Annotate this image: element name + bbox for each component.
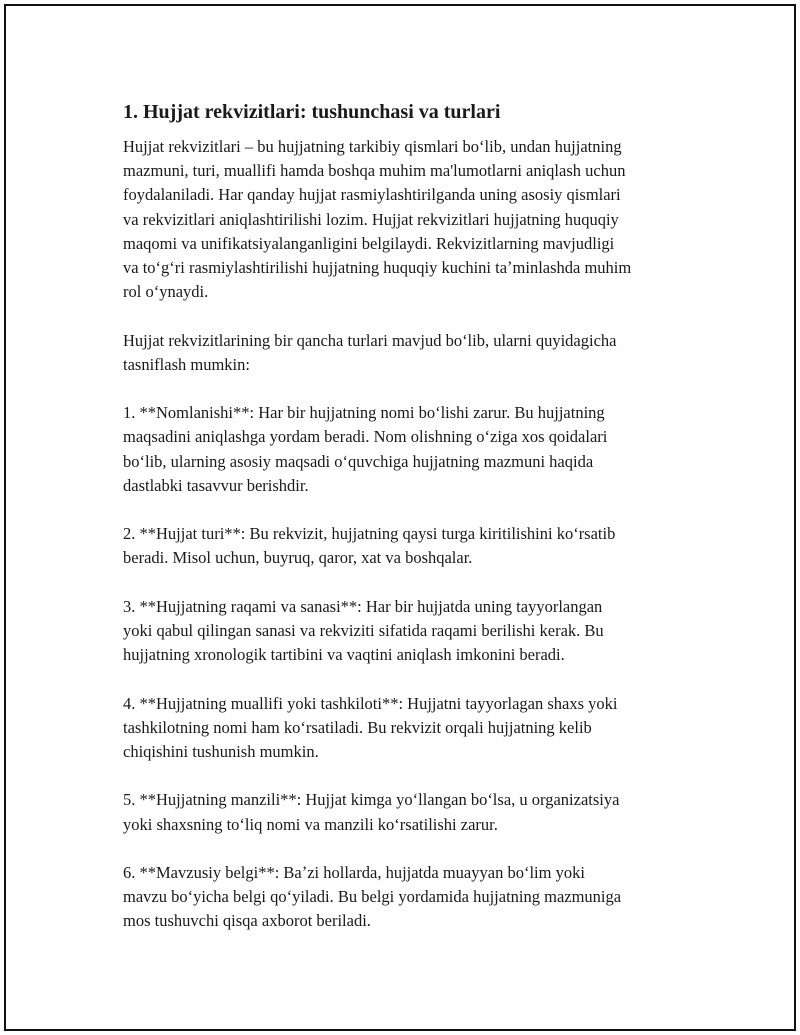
paragraph xyxy=(123,401,698,498)
text-line: 5. **Hujjatning manzili**: Hujjat kimga yoʻllangan boʻlsa, u organizatsiya xyxy=(123,790,620,810)
document-body xyxy=(123,99,698,958)
text-line: tashkilotning nomi ham koʻrsatiladi. Bu rekvizit orqali hujjatning kelib xyxy=(123,717,592,737)
text-line: rol oʻynaydi. xyxy=(123,282,209,302)
paragraph xyxy=(123,595,698,668)
text-line: maqomi va unifikatsiyalanganligini belgilaydi. Rekvizitlarning mavjudligi xyxy=(123,233,615,253)
paragraph xyxy=(123,135,698,304)
text-line: dastlabki tasavvur berishdir. xyxy=(123,475,309,495)
text-line: 3. **Hujjatning raqami va sanasi**: Har bir hujjatda uning tayyorlangan xyxy=(123,596,603,616)
text-line: yoki qabul qilingan sanasi va rekviziti sifatida raqami berilishi kerak. Bu xyxy=(123,621,604,640)
document-title: 1. Hujjat rekvizitlari: tushunchasi va turlari xyxy=(123,101,501,123)
text-line: Hujjat rekvizitlarining bir qancha turlari mavjud boʻlib, ularni quyidagicha xyxy=(123,330,617,350)
text-line: 4. **Hujjatning muallifi yoki tashkiloti**: Hujjatni tayyorlagan shaxs yoki xyxy=(123,693,618,713)
text-line: hujjatning xronologik tartibini va vaqtini aniqlash imkonini beradi. xyxy=(123,645,565,665)
paragraph xyxy=(123,788,698,836)
text-line: yoki shaxsning toʻliq nomi va manzili koʻrsatilishi zarur. xyxy=(123,814,498,834)
text-line: chiqishini tushunish mumkin. xyxy=(123,742,319,761)
text-line: mos tushuvchi qisqa axborot beriladi. xyxy=(123,911,371,931)
text-line: va toʻgʻri rasmiylashtirilishi hujjatning huquqiy kuchini taʼminlashda muhim xyxy=(123,258,632,278)
text-line: 6. **Mavzusiy belgi**: Baʼzi hollarda, hujjatda muayyan boʻlim yoki xyxy=(123,862,585,882)
text-line: mazmuni, turi, muallifi hamda boshqa muhim ma'lumotlarni aniqlash uchun xyxy=(123,161,626,181)
page-frame xyxy=(4,4,796,1031)
text-line: boʻlib, ularning asosiy maqsadi oʻquvchiga hujjatning mazmuni haqida xyxy=(123,451,594,471)
paragraph xyxy=(123,861,698,934)
paragraph xyxy=(123,522,698,570)
text-line: maqsadini aniqlashga yordam beradi. Nom olishning oʻziga xos qoidalari xyxy=(123,427,608,447)
text-line: 1. **Nomlanishi**: Har bir hujjatning nomi boʻlishi zarur. Bu hujjatning xyxy=(123,403,605,423)
text-line: tasniflash mumkin: xyxy=(123,354,250,374)
text-line: 2. **Hujjat turi**: Bu rekvizit, hujjatning qaysi turga kiritilishini koʻrsatib xyxy=(123,524,616,544)
text-line: foydalaniladi. Har qanday hujjat rasmiylashtirilganda uning asosiy qismlari xyxy=(123,185,621,205)
paragraph-list xyxy=(123,135,698,934)
paragraph xyxy=(123,329,698,377)
text-line: beradi. Misol uchun, buyruq, qaror, xat va boshqalar. xyxy=(123,548,473,568)
text-line: mavzu boʻyicha belgi qoʻyiladi. Bu belgi yordamida hujjatning mazmuniga xyxy=(123,887,622,907)
text-line: va rekvizitlari aniqlashtirilishi lozim. Hujjat rekvizitlari hujjatning huquqiy xyxy=(123,209,619,229)
text-line: Hujjat rekvizitlari – bu hujjatning tarkibiy qismlari boʻlib, undan hujjatning xyxy=(123,137,622,156)
paragraph xyxy=(123,692,698,765)
